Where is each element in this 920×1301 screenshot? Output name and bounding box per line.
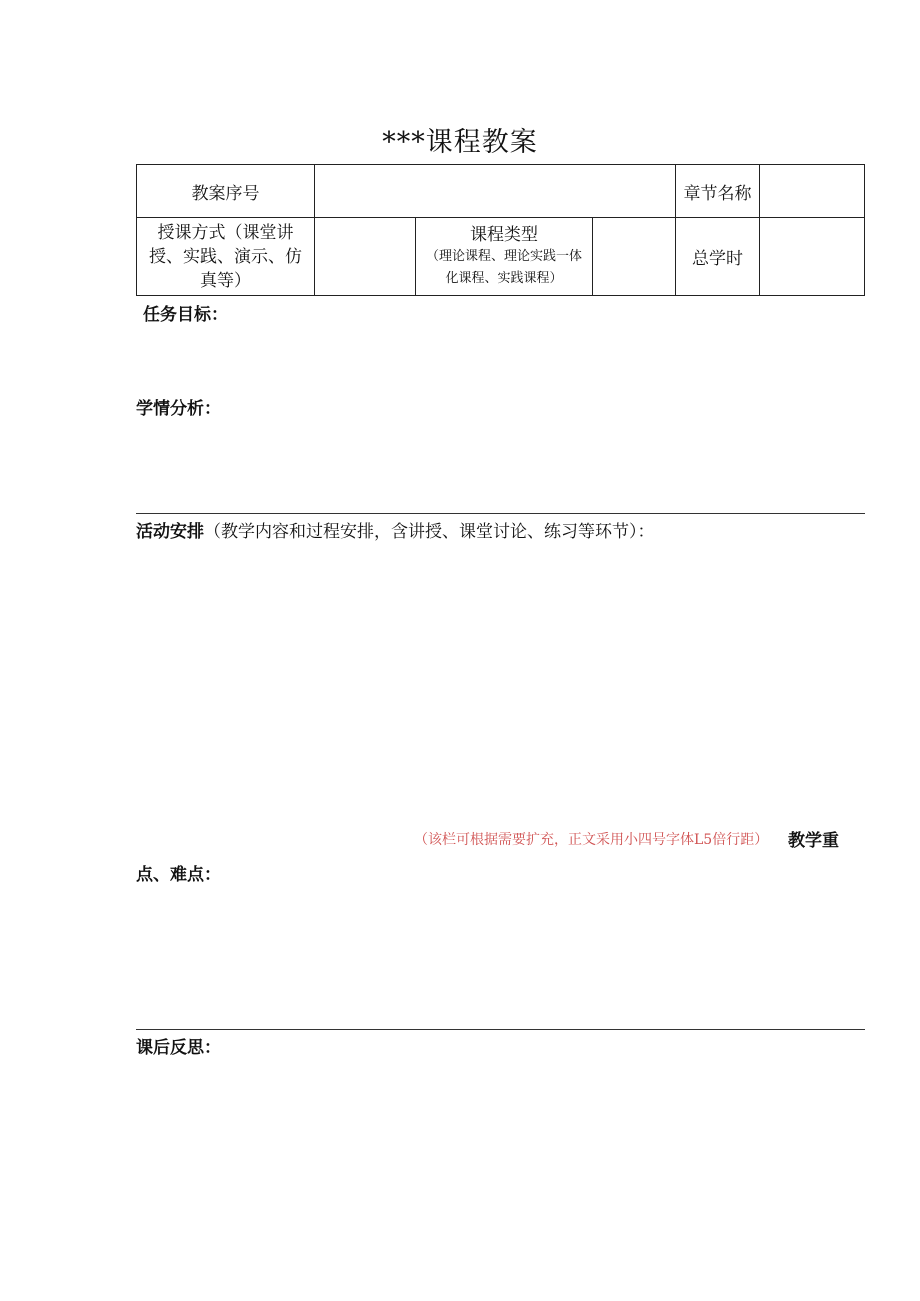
lesson-number-label: 教案序号 <box>137 165 315 218</box>
task-goal-heading: 任务目标： <box>143 305 228 325</box>
course-type-label: 课程类型 <box>470 224 538 245</box>
student-analysis-heading: 学情分析： <box>136 399 221 419</box>
document-title: ***课程教案 <box>382 127 538 158</box>
teaching-method-label: 授课方式（课堂讲授、实践、演示、仿真等） <box>137 218 315 296</box>
activity-heading <box>136 517 655 542</box>
table-row <box>137 218 865 296</box>
reflection-heading: 课后反思： <box>136 1038 221 1058</box>
course-type-options: （理论课程、理论实践一体化课程、实践课程） <box>425 248 582 286</box>
section-divider <box>136 513 865 514</box>
teaching-method-field[interactable] <box>315 218 416 296</box>
key-points-heading-start: 教学重 <box>788 831 839 851</box>
activity-description: （教学内容和过程安排，含讲授、课堂讨论、练习等环节）： <box>204 522 655 542</box>
lesson-info-table <box>136 164 865 296</box>
course-type-field[interactable] <box>593 218 676 296</box>
lesson-number-field[interactable] <box>315 165 676 218</box>
chapter-name-field[interactable] <box>760 165 865 218</box>
total-hours-label: 总学时 <box>676 218 760 296</box>
total-hours-field[interactable] <box>760 218 865 296</box>
chapter-name-label: 章节名称 <box>676 165 760 218</box>
course-type-cell <box>416 218 593 296</box>
section-divider <box>136 1029 865 1030</box>
activity-label: 活动安排 <box>136 522 204 542</box>
expand-note: （该栏可根据需要扩充，正文采用小四号字体L5倍行距） <box>414 832 769 848</box>
key-points-heading-end: 点、难点： <box>136 865 221 885</box>
table-row <box>137 165 865 218</box>
